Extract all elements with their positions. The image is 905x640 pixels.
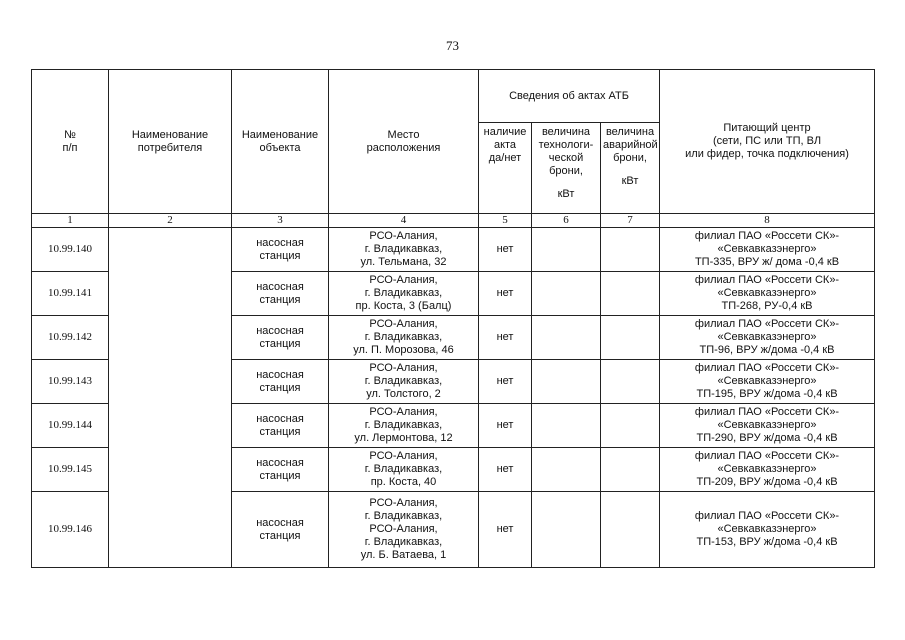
row-number: 10.99.142 <box>32 316 109 360</box>
header-object-line: Наименование <box>241 128 319 141</box>
center-line: ТП-96, ВРУ ж/дома -0,4 кВ <box>699 344 835 356</box>
center-line: ТП-195, ВРУ ж/дома -0,4 кВ <box>696 388 838 400</box>
location-line: РСО-Алания, <box>369 230 438 242</box>
header-tech-reserve <box>532 123 601 214</box>
location-line: РСО-Алания, <box>369 497 438 509</box>
row-number: 10.99.146 <box>32 492 109 568</box>
object-line: станция <box>259 529 301 542</box>
header-tech-line: ческой <box>548 152 584 164</box>
object-line: насосная <box>256 280 304 293</box>
object-cell <box>232 448 329 492</box>
header-presence <box>479 123 532 214</box>
center-cell <box>660 448 875 492</box>
act-presence-cell: нет <box>479 404 532 448</box>
emergency-reserve-cell <box>601 492 660 568</box>
header-consumer-line: потребителя <box>137 141 203 154</box>
column-number: 7 <box>601 214 660 228</box>
row-number: 10.99.144 <box>32 404 109 448</box>
object-line: станция <box>259 337 301 350</box>
location-line: ул. Б. Ватаева, 1 <box>360 549 447 561</box>
column-number: 8 <box>660 214 875 228</box>
header-emergency-line: аварийной <box>603 139 658 151</box>
act-presence-cell: нет <box>479 272 532 316</box>
object-line: станция <box>259 249 301 262</box>
center-line: ТП-268, РУ-0,4 кВ <box>721 300 813 312</box>
column-number: 1 <box>32 214 109 228</box>
location-cell <box>329 360 479 404</box>
location-cell <box>329 272 479 316</box>
act-presence-cell: нет <box>479 448 532 492</box>
center-line: филиал ПАО «Россети СК»- <box>694 318 840 330</box>
center-cell <box>660 272 875 316</box>
object-cell <box>232 404 329 448</box>
emergency-reserve-cell <box>601 316 660 360</box>
header-num-line: п/п <box>62 141 78 154</box>
emergency-reserve-cell <box>601 360 660 404</box>
emergency-reserve-cell <box>601 448 660 492</box>
object-cell <box>232 316 329 360</box>
header-emergency-line: величина <box>605 126 655 138</box>
location-cell <box>329 316 479 360</box>
location-line: г. Владикавказ, <box>364 510 443 522</box>
header-tech-line: величина <box>541 126 591 138</box>
emergency-reserve-cell <box>601 272 660 316</box>
location-line: ул. Тельмана, 32 <box>360 256 447 268</box>
location-line: г. Владикавказ, <box>364 536 443 548</box>
location-cell <box>329 448 479 492</box>
center-cell <box>660 360 875 404</box>
tech-reserve-cell <box>532 228 601 272</box>
object-line: станция <box>259 381 301 394</box>
header-tech-unit: кВт <box>557 188 575 200</box>
center-line: филиал ПАО «Россети СК»- <box>694 230 840 242</box>
column-number: 2 <box>109 214 232 228</box>
center-line: ТП-209, ВРУ ж/дома -0,4 кВ <box>696 476 838 488</box>
header-num-line: № <box>64 128 76 141</box>
center-line: филиал ПАО «Россети СК»- <box>694 406 840 418</box>
header-emergency-unit: кВт <box>621 175 639 187</box>
location-line: г. Владикавказ, <box>364 463 443 475</box>
act-presence-cell: нет <box>479 492 532 568</box>
header-center-line: Питающий центр <box>723 122 811 134</box>
location-line: г. Владикавказ, <box>364 331 443 343</box>
row-number: 10.99.143 <box>32 360 109 404</box>
center-line: «Севкавказэнерго» <box>717 331 817 343</box>
center-line: ТП-153, ВРУ ж/дома -0,4 кВ <box>696 536 838 548</box>
header-tech-line: брони, <box>549 165 583 177</box>
location-line: ул. Толстого, 2 <box>366 388 441 400</box>
location-line: пр. Коста, 3 (Балц) <box>355 300 452 312</box>
object-line: насосная <box>256 456 304 469</box>
object-line: насосная <box>256 368 304 381</box>
center-cell <box>660 228 875 272</box>
location-line: РСО-Алания, <box>369 406 438 418</box>
header-location <box>329 70 479 214</box>
act-presence-cell: нет <box>479 316 532 360</box>
location-line: г. Владикавказ, <box>364 419 443 431</box>
emergency-reserve-cell <box>601 228 660 272</box>
location-line: РСО-Алания, <box>369 318 438 330</box>
location-line: пр. Коста, 40 <box>370 476 437 488</box>
location-cell <box>329 404 479 448</box>
row-number: 10.99.140 <box>32 228 109 272</box>
header-center-line: или фидер, точка подключения) <box>685 148 849 160</box>
object-line: насосная <box>256 236 304 249</box>
header-presence-line: акта <box>493 139 517 151</box>
object-cell <box>232 228 329 272</box>
object-line: насосная <box>256 516 304 529</box>
location-cell <box>329 492 479 568</box>
center-line: филиал ПАО «Россети СК»- <box>694 362 840 374</box>
header-spacer <box>603 165 657 175</box>
tech-reserve-cell <box>532 448 601 492</box>
center-cell <box>660 404 875 448</box>
center-line: «Севкавказэнерго» <box>717 243 817 255</box>
header-tech-line: технологи- <box>538 139 594 151</box>
center-line: ТП-335, ВРУ ж/ дома -0,4 кВ <box>694 256 840 268</box>
tech-reserve-cell <box>532 272 601 316</box>
object-line: станция <box>259 469 301 482</box>
object-cell <box>232 492 329 568</box>
center-line: «Севкавказэнерго» <box>717 375 817 387</box>
center-line: филиал ПАО «Россети СК»- <box>694 274 840 286</box>
tech-reserve-cell <box>532 316 601 360</box>
header-center <box>660 70 875 214</box>
column-number: 5 <box>479 214 532 228</box>
header-emergency-line: брони, <box>613 152 647 164</box>
object-cell <box>232 360 329 404</box>
atb-table <box>31 69 875 568</box>
header-num <box>32 70 109 214</box>
column-number: 3 <box>232 214 329 228</box>
header-center-line: (сети, ПС или ТП, ВЛ <box>712 135 822 147</box>
header-object <box>232 70 329 214</box>
object-line: станция <box>259 425 301 438</box>
center-line: «Севкавказэнерго» <box>717 287 817 299</box>
object-cell <box>232 272 329 316</box>
center-cell <box>660 316 875 360</box>
object-line: насосная <box>256 412 304 425</box>
header-atb-group: Сведения об актах АТБ <box>479 70 660 123</box>
location-line: г. Владикавказ, <box>364 375 443 387</box>
location-line: РСО-Алания, <box>369 523 438 535</box>
header-presence-line: да/нет <box>488 152 522 164</box>
header-consumer <box>109 70 232 214</box>
object-line: насосная <box>256 324 304 337</box>
header-presence-line: наличие <box>483 126 527 138</box>
header-spacer <box>534 178 598 188</box>
emergency-reserve-cell <box>601 404 660 448</box>
center-line: «Севкавказэнерго» <box>717 419 817 431</box>
row-number: 10.99.145 <box>32 448 109 492</box>
column-number: 6 <box>532 214 601 228</box>
location-line: г. Владикавказ, <box>364 287 443 299</box>
tech-reserve-cell <box>532 360 601 404</box>
location-line: ул. Лермонтова, 12 <box>354 432 453 444</box>
header-emergency-reserve <box>601 123 660 214</box>
act-presence-cell: нет <box>479 360 532 404</box>
center-line: ТП-290, ВРУ ж/дома -0,4 кВ <box>696 432 838 444</box>
center-cell <box>660 492 875 568</box>
center-line: филиал ПАО «Россети СК»- <box>694 450 840 462</box>
location-line: РСО-Алания, <box>369 450 438 462</box>
location-cell <box>329 228 479 272</box>
object-line: станция <box>259 293 301 306</box>
header-object-line: объекта <box>259 141 301 154</box>
location-line: ул. П. Морозова, 46 <box>353 344 454 356</box>
act-presence-cell: нет <box>479 228 532 272</box>
center-line: «Севкавказэнерго» <box>717 463 817 475</box>
header-consumer-line: Наименование <box>131 128 209 141</box>
location-line: г. Владикавказ, <box>364 243 443 255</box>
consumer-cell <box>109 228 232 568</box>
tech-reserve-cell <box>532 492 601 568</box>
tech-reserve-cell <box>532 404 601 448</box>
table-row <box>32 228 875 272</box>
center-line: «Севкавказэнерго» <box>717 523 817 535</box>
header-location-line: расположения <box>366 141 441 154</box>
page-number: 73 <box>446 38 459 53</box>
column-number: 4 <box>329 214 479 228</box>
location-line: РСО-Алания, <box>369 274 438 286</box>
header-location-line: Место <box>387 128 420 141</box>
location-line: РСО-Алания, <box>369 362 438 374</box>
center-line: филиал ПАО «Россети СК»- <box>694 510 840 522</box>
row-number: 10.99.141 <box>32 272 109 316</box>
